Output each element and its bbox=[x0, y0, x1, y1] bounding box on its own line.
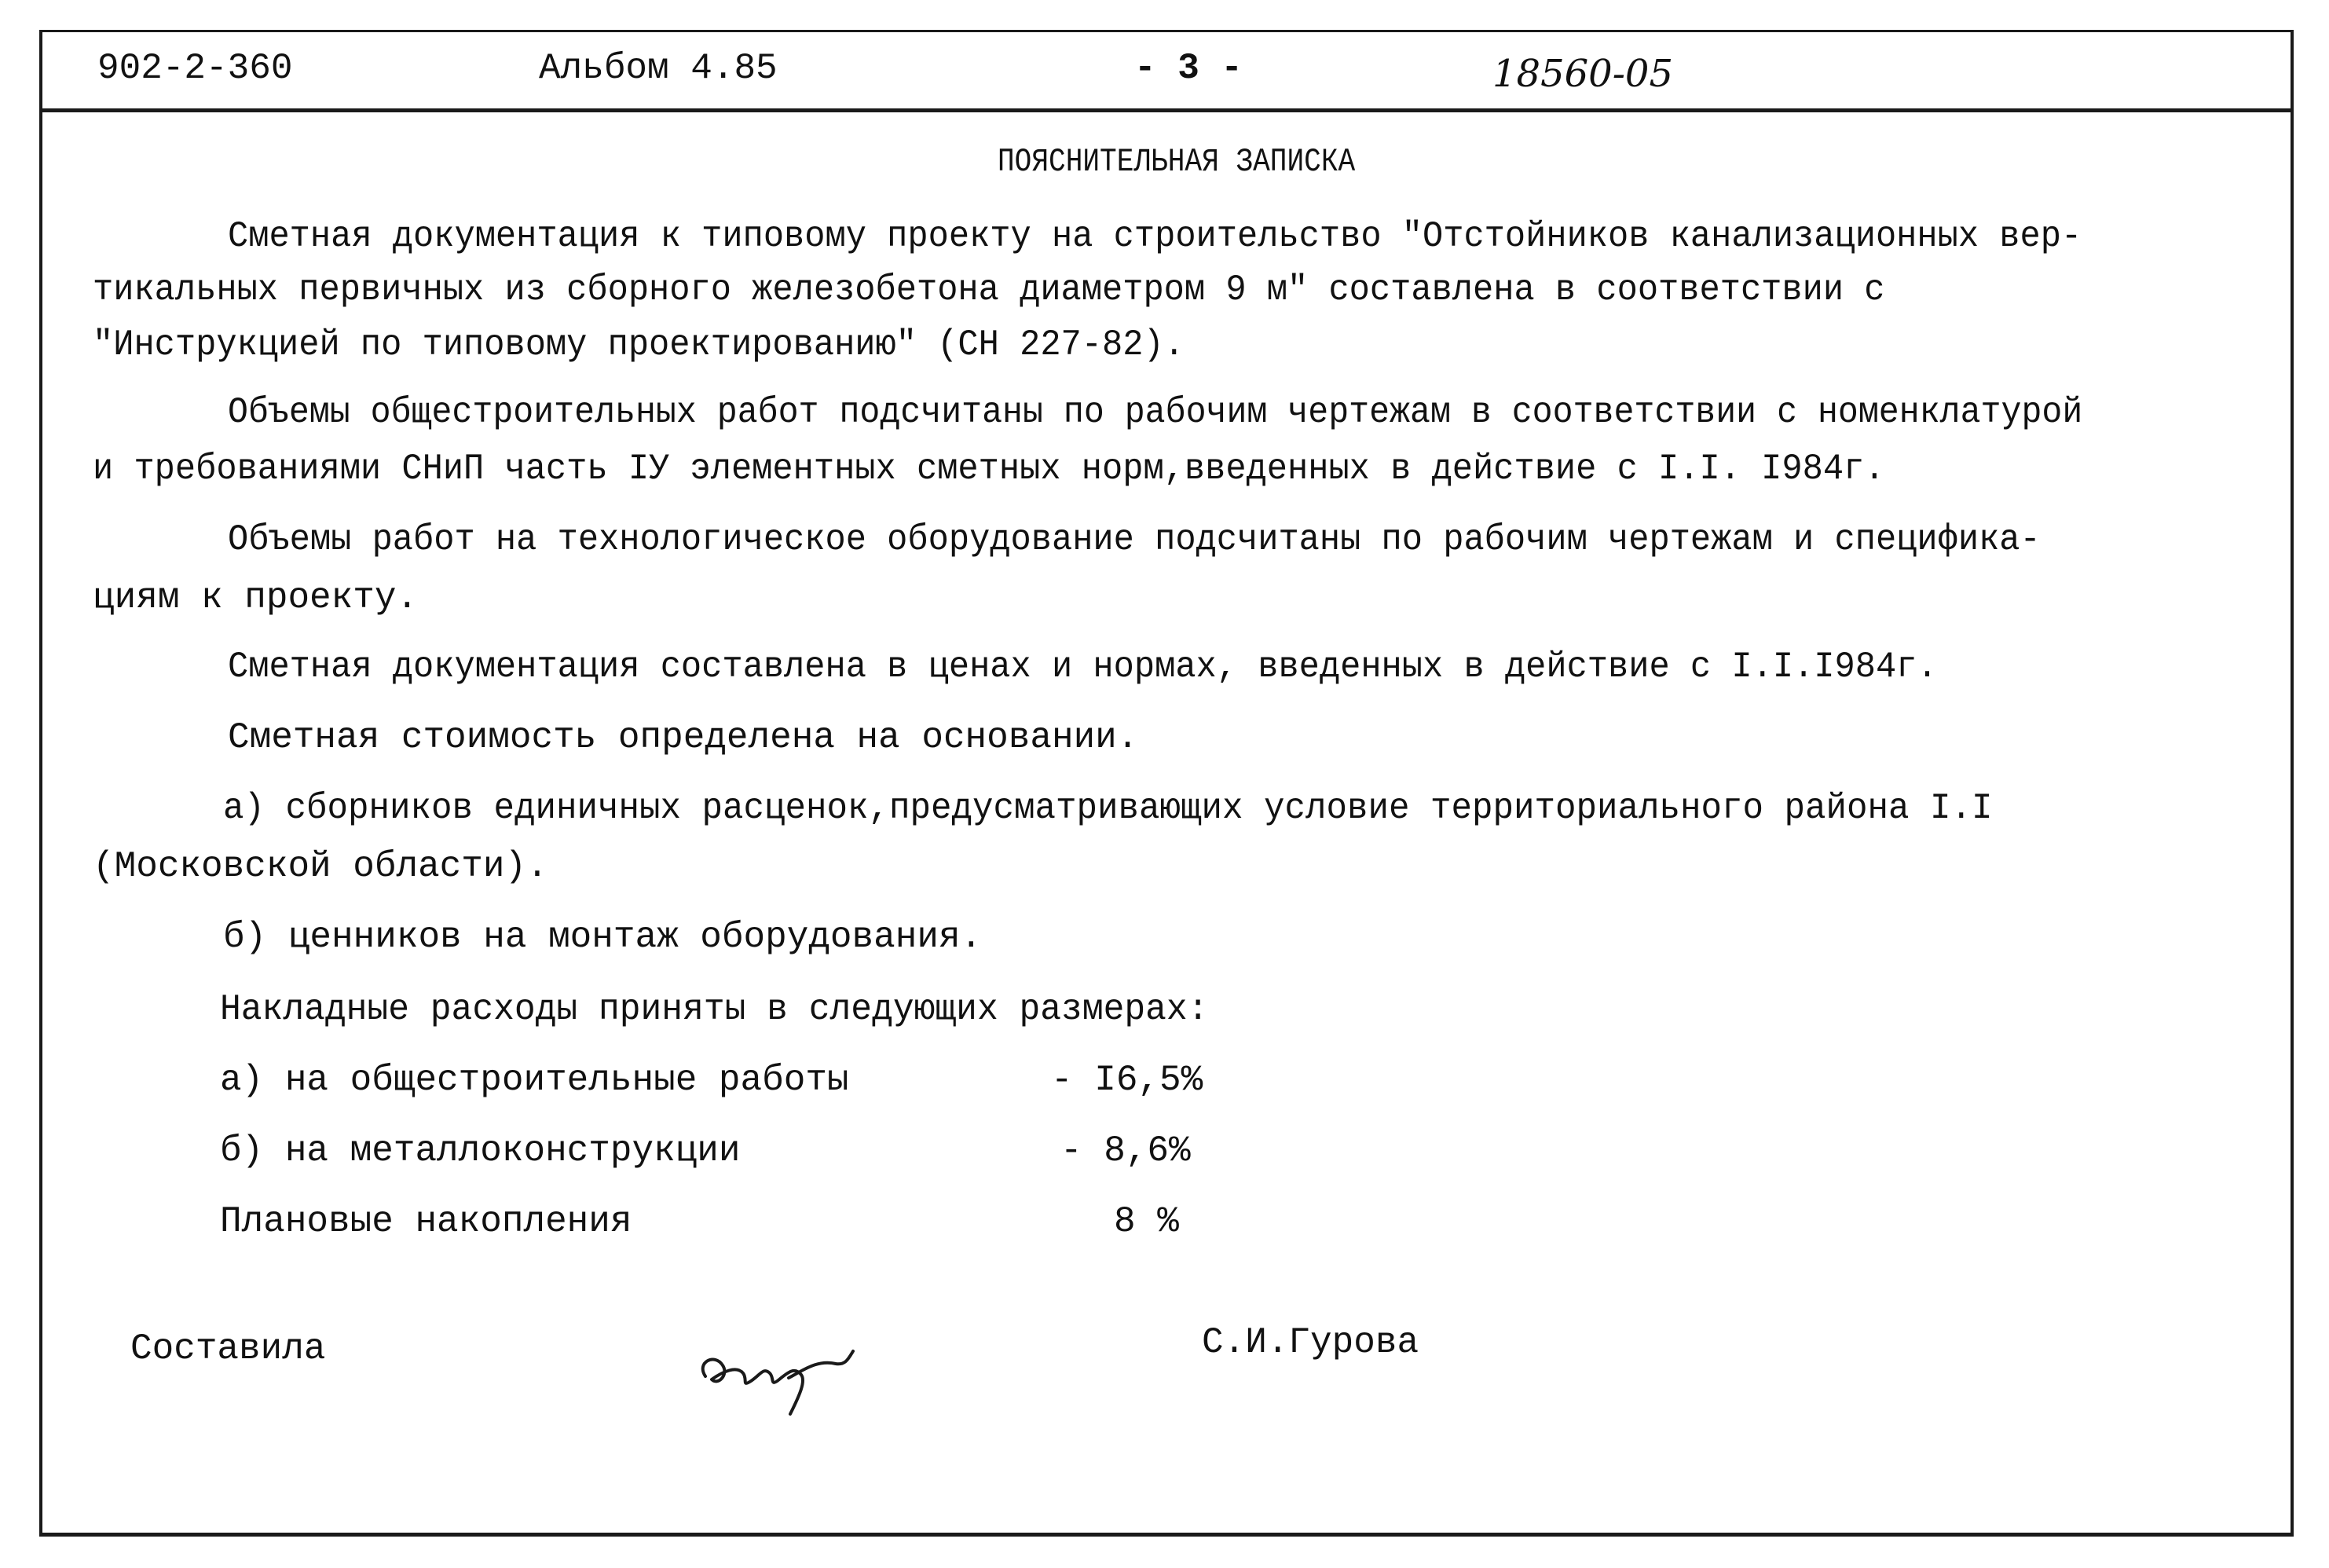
paragraph-line: а) сборников единичных расценок,предусматривающих условие территориального района I.I bbox=[223, 788, 1993, 829]
document-code: 902-2-360 bbox=[97, 48, 293, 89]
overhead-label: а) на общестроительные работы bbox=[220, 1060, 849, 1101]
paragraph-line: б) ценников на монтаж оборудования. bbox=[223, 917, 983, 958]
registration-number: 18560-05 bbox=[1492, 52, 1673, 96]
document-title: ПОЯСНИТЕЛЬНАЯ ЗАПИСКА bbox=[998, 143, 1356, 181]
page-number: - 3 - bbox=[1134, 48, 1243, 89]
paragraph-line: циям к проекту. bbox=[93, 577, 419, 618]
paragraph-line: тикальных первичных из сборного железобетона диаметром 9 м" составлена в соответствии с bbox=[93, 269, 1885, 310]
paragraph-line: (Московской области). bbox=[93, 846, 548, 887]
paragraph-line: Накладные расходы приняты в следующих размерах: bbox=[220, 989, 1209, 1030]
paragraph-line: Сметная документация составлена в ценах и нормах, введенных в действие с I.I.I984г. bbox=[228, 647, 1938, 687]
handwritten-signature bbox=[691, 1328, 872, 1422]
overhead-value: - 8,6% bbox=[1060, 1130, 1191, 1171]
paragraph-line: Сметная документация к типовому проекту на строительство "Отстойников канализационных вер- bbox=[228, 216, 2082, 257]
album-label: Альбом 4.85 bbox=[539, 48, 778, 89]
paragraph-line: Объемы работ на технологическое оборудование подсчитаны по рабочим чертежам и специфика- bbox=[228, 519, 2041, 560]
paragraph-line: "Инструкцией по типовому проектированию" (СН 227-82). bbox=[93, 324, 1185, 365]
paragraph-line: Объемы общестроительных работ подсчитаны по рабочим чертежам в соответствии с номенклатурой bbox=[228, 392, 2083, 433]
overhead-label: б) на металлоконструкции bbox=[220, 1130, 741, 1171]
paragraph-line: Сметная стоимость определена на основании. bbox=[228, 717, 1139, 758]
header-divider bbox=[39, 108, 2294, 112]
planned-value: 8 % bbox=[1114, 1201, 1179, 1242]
planned-label: Плановые накопления bbox=[220, 1201, 632, 1242]
overhead-value: - I6,5% bbox=[1051, 1060, 1203, 1101]
compiled-by-label: Составила bbox=[130, 1328, 326, 1369]
compiler-name: С.И.Гурова bbox=[1202, 1322, 1419, 1363]
paragraph-line: и требованиями СНиП часть IУ элементных сметных норм,введенных в действие с I.I. I984г. bbox=[93, 449, 1885, 489]
